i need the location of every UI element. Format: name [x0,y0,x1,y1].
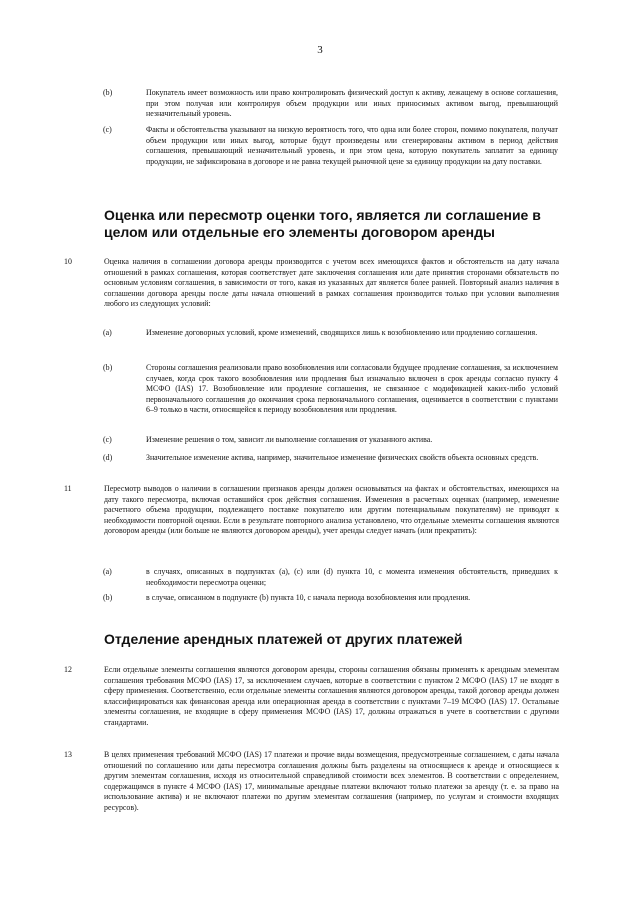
section-heading: Отделение арендных платежей от других платежей [104,631,463,647]
item-text: Факты и обстоятельства указывают на низкую вероятность того, что одна или более сторон, помимо покупателя, получат объем продукции или иных выгод, которые будут произведены или сгенерированы активом в период действия соглашения, превышающий незначительный уровень, и при этом цена, которую покупатель заплатит за единицу продукции, не зафиксирована в договоре и не равна текущей рыночной цене за единицу продукции на дату поставки. [146,125,558,166]
list-item [103,453,558,464]
paragraph-number: 12 [64,665,72,674]
item-label: (b) [103,363,113,372]
item-label: (b) [103,88,113,97]
list-item [103,328,558,339]
item-text: Изменение решения о том, зависит ли выполнение соглашения от указанного актива. [146,435,433,444]
list-item [103,363,558,416]
item-text: Значительное изменение актива, например, значительное изменение физических свойств объекта основных средств. [146,453,539,462]
paragraph-text: Пересмотр выводов о наличии в соглашении признаков аренды должен основываться на фактах и обстоятельствах, имеющихся на дату такого пересмотра, включая оставшийся срок действия соглашения. Изменения в расчетных оценках (например, изменение расчетного объема продукции, подлежащего поставке покупателю или другим потенциальным покупателям) не приводят к необходимости повторной оценки. Если в результате повторного анализа установлено, что отдельные элементы соглашения являются договором аренды (или больше не являются договором аренды), учет аренды следует начать (или прекратить): [104,484,559,536]
item-label: (d) [103,453,113,462]
paragraph-text: Оценка наличия в соглашении договора аренды производится с учетом всех имеющихся фактов и обстоятельств на дату начала отношений в рамках соглашения, которая соответствует дате заключения соглашения или дате принятия сторонами обязательств по основным условиям соглашения, в зависимости от того, какая из указанных дат является более ранней. Повторный анализ наличия в соглашении договора аренды после даты начала отношений в рамках соглашения производится только при условии выполнения любого из следующих условий: [104,257,559,309]
paragraph-number: 11 [64,484,72,493]
item-label: (c) [103,435,112,444]
list-item [103,567,558,588]
paragraph-number: 13 [64,750,72,759]
list-item [103,125,558,167]
item-text: Стороны соглашения реализовали право возобновления или согласовали будущее продление соглашения, за исключением случаев, когда срок такого возобновления или продления был изначально включен в срок аренды согласно пункту 4 МСФО (IAS) 17. Возобновление или продление соглашения, не связанное с модификацией каких-либо условий первоначального соглашения до окончания срока первоначального соглашения, оценивается в соответствии с пунктами 6–9 только в части, относящейся к периоду возобновления или продления. [146,363,558,415]
item-text: Изменение договорных условий, кроме изменений, сводящихся лишь к возобновлению или продлению соглашения. [146,328,538,337]
paragraph-text: Если отдельные элементы соглашения являются договором аренды, стороны соглашения обязаны применять к арендным элементам соглашения требования МСФО (IAS) 17, за исключением случаев, которые в соответствии с пунктом 2 МСФО (IAS) 17 не входят в сферу применения. Соответственно, если отдельные элементы соглашения являются договором аренды, такой договор аренды должен классифицироваться как финансовая аренда или операционная аренда в соответствии с пунктами 7–19 МСФО (IAS) 17. Остальные элементы соглашения, не входящие в сферу применения МСФО (IAS) 17, должны отражаться в учете в соответствии с другими стандартами. [104,665,559,727]
list-item [103,593,558,604]
item-label: (a) [103,328,112,337]
item-text: в случае, описанном в подпункте (b) пункта 10, с начала периода возобновления или продления. [146,593,471,602]
item-label: (c) [103,125,112,134]
item-text: в случаях, описанных в подпунктах (a), (c) или (d) пункта 10, с момента изменения обстоятельств, приведших к необходимости пересмотра оценки; [146,567,558,587]
list-item [103,435,558,446]
paragraph-number: 10 [64,257,72,266]
list-item [103,88,558,120]
item-label: (a) [103,567,112,576]
section-heading: Оценка или пересмотр оценки того, является ли соглашение в целом или отдельные его элементы договором аренды [104,207,541,240]
item-text: Покупатель имеет возможность или право контролировать физический доступ к активу, лежащему в основе соглашения, при этом получая или контролируя объем продукции или иных приносимых активом выгод, превышающий незначительный уровень. [146,88,558,119]
paragraph-text: В целях применения требований МСФО (IAS) 17 платежи и прочие виды возмещения, предусмотренные соглашением, с даты начала отношений по соглашению или даты пересмотра соглашения должны быть разделены на относящиеся к аренде и относящиеся к другим элементам соглашения, исходя из относительной справедливой стоимости всех элементов. В соответствии с определением, содержащимся в пункте 4 МСФО (IAS) 17, минимальные арендные платежи включают только платежи за аренду (т. е. за право на использование актива) и не включают платежи по другим элементам соглашения (например, по услугам и стоимости входящих ресурсов). [104,750,559,812]
page-number: 3 [317,44,323,56]
item-label: (b) [103,593,113,602]
